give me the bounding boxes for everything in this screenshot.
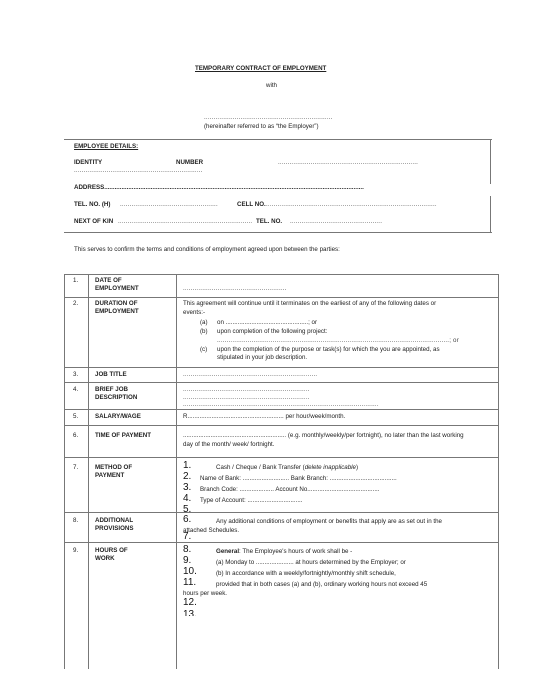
row-number: 6. — [73, 432, 79, 439]
row-label: PROVISIONS — [95, 525, 134, 532]
row-label: EMPLOYMENT — [95, 285, 139, 292]
list-number: 2. — [183, 471, 192, 482]
row-number: 2. — [73, 300, 79, 307]
cell-no-label: CELL NO. — [237, 201, 266, 208]
table-col-label — [176, 274, 177, 669]
table-row-line — [64, 297, 498, 298]
row-label: HOURS OF — [95, 547, 128, 554]
document-title: TEMPORARY CONTRACT OF EMPLOYMENT — [195, 65, 327, 72]
duration-item-marker: (b) — [200, 328, 208, 335]
hours-general-text: General: The Employee's hours of work shall be - — [216, 548, 353, 555]
list-number: 13. — [183, 610, 197, 616]
employer-name-dots: ................................................................... — [204, 114, 333, 121]
list-number: 4. — [183, 493, 192, 504]
tel-home-dots: ................................................... — [120, 201, 218, 208]
with-text: with — [266, 82, 278, 89]
salary-text: R........................................................ per hour/week/month. — [183, 413, 346, 420]
row-number: 8. — [73, 517, 79, 524]
list-number: 11. — [183, 577, 197, 588]
tel-home-label: TEL. NO. (H) — [74, 201, 111, 208]
cell-no-dots: ......................................................................................... — [266, 201, 437, 208]
row-label: BRIEF JOB — [95, 386, 129, 393]
row-label: DESCRIPTION — [95, 394, 138, 401]
table-row-line — [64, 274, 498, 275]
job-description-dots: ...................................................................................................... — [183, 401, 379, 408]
row-label: TIME OF PAYMENT — [95, 432, 152, 439]
row-number: 4. — [73, 386, 79, 393]
table-row-line — [64, 425, 498, 426]
employee-box-bottom — [64, 232, 492, 233]
table-row-line — [64, 512, 498, 513]
row-label: PAYMENT — [95, 472, 125, 479]
table-row-line — [64, 457, 498, 458]
intro-text: This serves to confirm the terms and conditions of employment agreed upon between the parties: — [74, 246, 340, 253]
row-number: 5. — [73, 413, 79, 420]
duration-item-text: stipulated in your job description. — [217, 354, 308, 361]
row-label: WORK — [95, 555, 115, 562]
identity-dots-left: ................................................................... — [74, 167, 203, 174]
hours-text: (a) Monday to ...................... at hours determined by the Employer; or — [216, 559, 406, 566]
list-number: 6. — [183, 514, 192, 525]
branch-code-text: Branch Code: .................... Account No.......................................... — [200, 486, 380, 493]
duration-text: events:- — [183, 309, 206, 316]
additional-provisions-text: attached Schedules. — [183, 527, 240, 534]
row-number: 1. — [73, 277, 79, 284]
payment-method-text: Cash / Cheque / Bank Transfer (delete inapplicable) — [216, 464, 359, 471]
job-title-dots: ...................................................................... — [183, 371, 318, 378]
list-number: 3. — [183, 482, 192, 493]
row-label: SALARY/WAGE — [95, 413, 141, 420]
employer-reference: (hereinafter referred to as “the Employer”) — [204, 123, 319, 130]
identity-label: IDENTITY — [74, 159, 103, 166]
row-number: 3. — [73, 371, 79, 378]
row-label: DATE OF — [95, 277, 122, 284]
list-number: 8. — [183, 544, 192, 555]
bank-name-text: Name of Bank: ........................... Bank Branch: ....................................... — [200, 475, 397, 482]
duration-item-marker: (c) — [200, 346, 208, 353]
date-of-employment-dots: ...................................................... — [183, 285, 287, 292]
duration-item-text: upon the completion of the purpose or task(s) for which the you are appointed, as — [217, 346, 440, 353]
table-row-line — [64, 542, 498, 543]
employee-box-top — [64, 139, 492, 140]
row-label: JOB TITLE — [95, 371, 127, 378]
number-label: NUMBER — [176, 159, 204, 166]
row-label: METHOD OF — [95, 464, 133, 471]
table-row-line — [64, 409, 498, 410]
time-of-payment-text: day of the month/ week/ fortnight. — [183, 441, 275, 448]
duration-item-text: upon completion of the following project: — [217, 328, 328, 335]
additional-provisions-text: Any additional conditions of employment or benefits that apply are as set out in the — [216, 518, 442, 525]
row-label: ADDITIONAL — [95, 517, 134, 524]
duration-text: This agreement will continue until it terminates on the earliest of any of the following dates or — [183, 300, 437, 307]
table-col-num — [88, 274, 89, 669]
kin-tel-label: TEL. NO. — [256, 218, 283, 225]
list-number: 7. — [183, 531, 192, 542]
row-number: 7. — [73, 464, 79, 471]
employee-box-right-lower — [490, 196, 491, 232]
duration-item-text: on ................................................; or — [217, 319, 318, 326]
account-type-text: Type of Account: ................................ — [200, 497, 303, 504]
list-number: 10. — [183, 566, 197, 577]
row-label: DURATION OF — [95, 300, 138, 307]
identity-dots-right: ......................................................................... — [278, 159, 419, 166]
row-label: EMPLOYMENT — [95, 308, 139, 315]
hours-text: hours per week. — [183, 590, 228, 597]
next-of-kin-label: NEXT OF KIN — [74, 218, 114, 225]
job-description-dots: .................................................................. — [183, 394, 310, 401]
table-row-line — [64, 382, 498, 383]
employee-box-right-upper — [490, 139, 491, 184]
address-line: ADDRESS....................................................................................................................................................... — [74, 184, 364, 191]
employee-details-heading: EMPLOYEE DETAILS: — [74, 143, 139, 150]
table-col-right — [498, 274, 499, 669]
time-of-payment-text: ............................................................ (e.g. monthly/weekly/per fortnight), no later than the last working — [183, 432, 464, 439]
list-number: 9. — [183, 555, 192, 566]
list-number: 5. — [183, 504, 192, 515]
project-dots: .........................................................................................................................; or — [217, 337, 459, 344]
list-number: 12. — [183, 597, 197, 608]
kin-tel-dots: ................................................ — [290, 218, 383, 225]
row-number: 9. — [73, 547, 79, 554]
table-col-left — [64, 274, 65, 669]
duration-item-marker: (a) — [200, 319, 208, 326]
job-description-dots: .................................................................. — [183, 386, 310, 393]
hours-text: provided that in both cases (a) and (b), ordinary working hours not exceed 45 — [216, 581, 428, 588]
list-number: 1. — [183, 460, 192, 471]
next-of-kin-dots: ...................................................................... — [118, 218, 253, 225]
table-row-line — [64, 367, 498, 368]
hours-text: (b) In accordance with a weekly/fortnightly/monthly shift schedule, — [216, 570, 396, 577]
